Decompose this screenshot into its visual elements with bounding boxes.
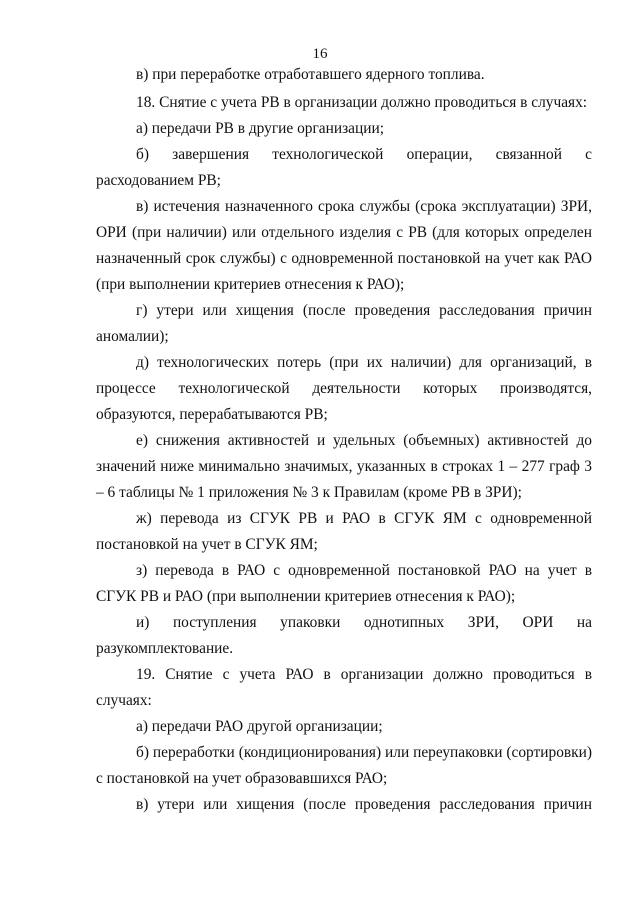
paragraph-18-i: и) поступления упаковки однотипных ЗРИ, ОРИ на разукомплектование. xyxy=(96,614,592,657)
paragraph-18-a: а) передачи РВ в другие организации; xyxy=(136,120,385,137)
paragraph-19-heading: 19. Снятие с учета РАО в организации должно проводиться в случаях: xyxy=(96,666,592,709)
paragraph-18-e: е) снижения активностей и удельных (объемных) активностей до значений ниже минимально значимых, указанных в строках 1 – 277 граф 3 – 6 таблицы № 1 приложения № 3 к Правилам (кроме РВ в ЗРИ); xyxy=(96,432,592,501)
page-number: 16 xyxy=(312,46,328,62)
paragraph-18-zh: ж) перевода из СГУК РВ и РАО в СГУК ЯМ с одновременной постановкой на учет в СГУК ЯМ; xyxy=(96,510,592,553)
paragraph-19-a: а) передачи РАО другой организации; xyxy=(136,718,383,735)
paragraph-18-z: з) перевода в РАО с одновременной постановкой РАО на учет в СГУК РВ и РАО (при выполнении критериев отнесения к РАО); xyxy=(96,562,592,605)
paragraph-19-b: б) переработки (кондиционирования) или переупаковки (сортировки) с постановкой на учет образовавшихся РАО; xyxy=(96,744,592,787)
paragraph-19-v: в) утери или хищения (после проведения расследования причин xyxy=(136,796,592,813)
paragraph-18-g: г) утери или хищения (после проведения расследования причин аномалии); xyxy=(96,302,592,345)
paragraph-18-v: в) истечения назначенного срока службы (срока эксплуатации) ЗРИ, ОРИ (при наличии) или отдельного изделия с РВ (для которых определен назначенный срок службы) с одновременной постановкой на учет как РАО (при выполнении критериев отнесения к РАО); xyxy=(96,198,592,293)
paragraph-18-b: б) завершения технологической операции, связанной с расходованием РВ; xyxy=(96,146,592,189)
paragraph-18-d: д) технологических потерь (при их наличии) для организаций, в процессе технологической деятельности которых производятся, образуются, перерабатываются РВ; xyxy=(96,354,592,423)
paragraph-v-spent-fuel: в) при переработке отработавшего ядерного топлива. xyxy=(136,66,485,83)
document-body xyxy=(96,62,592,818)
paragraph-18-heading: 18. Снятие с учета РВ в организации должно проводиться в случаях: xyxy=(136,94,588,111)
